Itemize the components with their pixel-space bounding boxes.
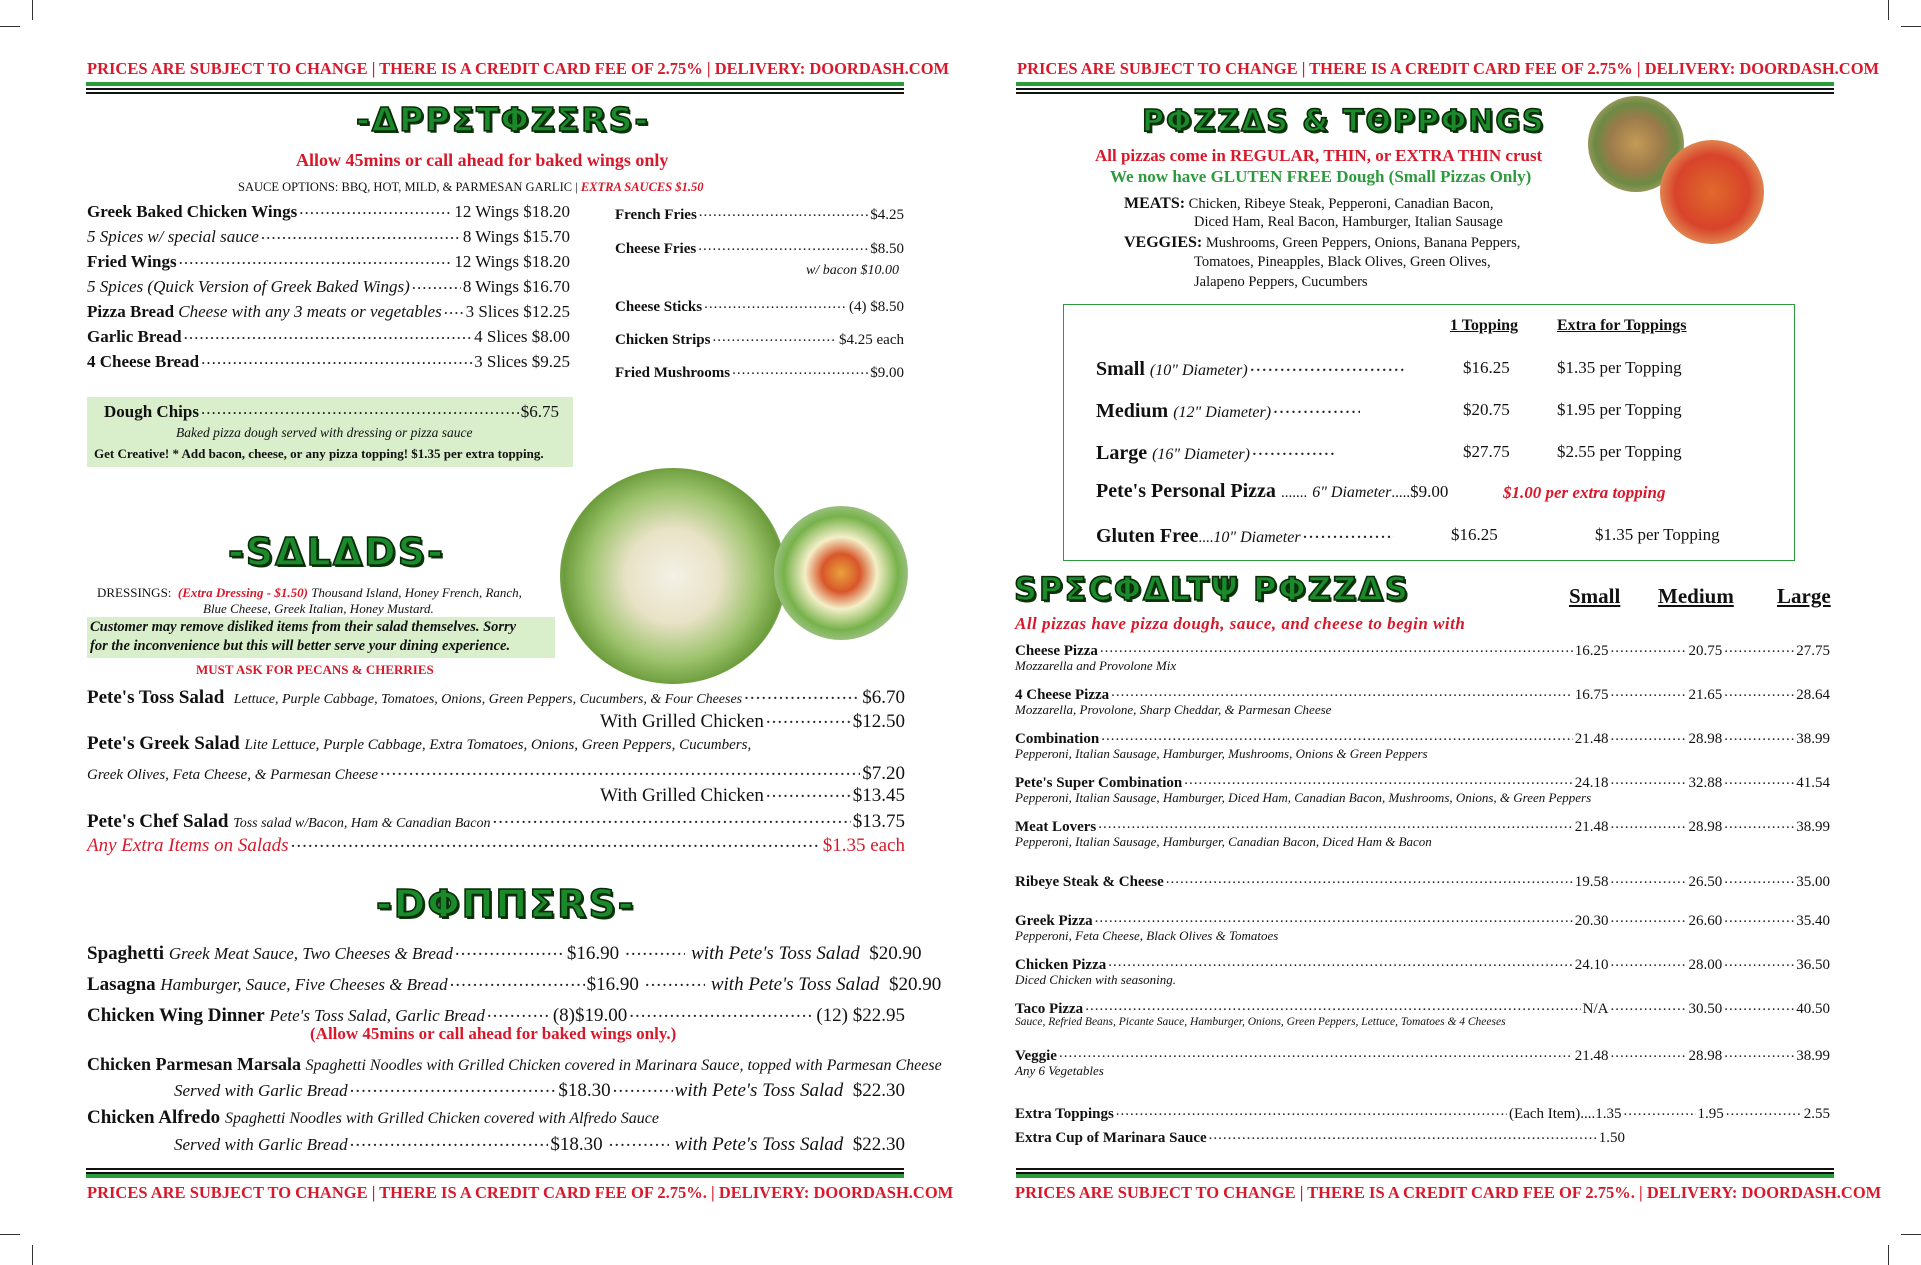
item-price: $16.90	[566, 943, 620, 964]
menu-item	[87, 350, 570, 372]
price-small: 24.10	[1574, 957, 1609, 973]
item-desc: 5 Spices (Quick Version of Greek Baked Wings)	[87, 277, 410, 296]
menu-item	[87, 684, 905, 709]
item-price: 4 Slices $8.00	[474, 327, 570, 346]
price-large: 27.75	[1796, 643, 1830, 659]
size-diam: 6" Diameter	[1312, 484, 1392, 501]
veggies-list-2: Tomatoes, Pineapples, Black Olives, Green Olives,	[1194, 254, 1491, 270]
item-name: Taco Pizza	[1015, 1001, 1084, 1017]
item-price: (4) $8.50	[849, 299, 904, 315]
specialty-item-desc: Pepperoni, Italian Sausage, Hamburger, Canadian Bacon, Diced Ham & Bacon	[1015, 834, 1432, 849]
menu-item	[615, 362, 904, 382]
size-name: Gluten Free	[1096, 525, 1199, 547]
dough-chips-desc: Baked pizza dough served with dressing or pizza sauce	[176, 425, 473, 440]
col-header-medium: Medium	[1658, 584, 1734, 608]
price-medium: 30.50	[1688, 1001, 1723, 1017]
pizzas-heading: PΦZZΔS & TΘPPΦNGS	[1142, 104, 1546, 139]
extra-dressing: (Extra Dressing - $1.50)	[177, 585, 308, 600]
wing-note: (Allow 45mins or call ahead for baked wings only.)	[310, 1024, 677, 1043]
specialty-item	[1015, 954, 1830, 974]
specialty-subtitle: All pizzas have pizza dough, sauce, and cheese to begin with	[1015, 614, 1466, 633]
crop-mark	[0, 1234, 20, 1235]
size-name: Small	[1096, 358, 1145, 380]
dressings-list-2: Blue Cheese, Greek Italian, Honey Mustard.	[203, 601, 434, 616]
item-name: French Fries	[615, 207, 697, 223]
col-header-extra: Extra for Toppings	[1557, 317, 1687, 334]
price-small: 1.35	[1595, 1106, 1622, 1122]
crust-note: All pizzas come in REGULAR, THIN, or EXTRA THIN crust	[1095, 146, 1543, 165]
item-name: Dough Chips	[104, 402, 199, 421]
price-small: 20.30	[1574, 913, 1609, 929]
price-medium: 28.98	[1688, 731, 1723, 747]
customer-note: Customer may remove disliked items from their salad themselves. Sorry	[90, 619, 517, 635]
item-price: 1.50	[1598, 1130, 1625, 1146]
item-name: Pizza Bread	[87, 302, 175, 321]
crop-mark	[0, 26, 20, 27]
item-name: Chicken Pizza	[1015, 957, 1107, 973]
item-desc: Served with Garlic Bread	[174, 1135, 348, 1154]
menu-item	[600, 782, 905, 807]
price-large: 38.99	[1796, 731, 1830, 747]
pizza-size-row: Pete's Personal Pizza ....... 6" Diameter ..... $9.00	[1096, 480, 1449, 502]
specialty-item-desc: Pepperoni, Feta Cheese, Black Olives & Tomatoes	[1015, 928, 1279, 943]
dinners-heading: -DΦΠΠΣRS-	[376, 882, 636, 926]
item-name: With Grilled Chicken	[600, 785, 764, 806]
extra-toppings-row: Extra Toppings ..... (Each Item) .... 1.35 ..... 1.95 ..... 2.55	[1015, 1103, 1830, 1123]
size-diam: (16" Diameter)	[1152, 446, 1250, 463]
sauce-options	[238, 180, 703, 195]
price-medium: 21.65	[1688, 687, 1723, 703]
item-name: Spaghetti	[87, 943, 165, 964]
size-name: Large	[1096, 442, 1148, 464]
dough-chips-creative: Get Creative! * Add bacon, cheese, or any pizza topping! $1.35 per extra topping.	[94, 446, 544, 461]
menu-item	[87, 733, 905, 755]
item-name: Chicken Alfredo	[87, 1107, 221, 1128]
size-price: $16.25	[1451, 525, 1498, 544]
item-name: Cheese Fries	[615, 241, 697, 257]
item-name: Extra Cup of Marinara Sauce	[1015, 1130, 1207, 1146]
personal-extra: $1.00 per extra topping	[1503, 483, 1666, 502]
item-name: Meat Lovers	[1015, 819, 1097, 835]
item-price: $22.30	[852, 1080, 905, 1101]
specialty-item-desc: Diced Chicken with seasoning.	[1015, 972, 1177, 987]
specialty-item	[1015, 1045, 1830, 1065]
item-desc: Hamburger, Sauce, Five Cheeses & Bread	[160, 975, 448, 994]
item-desc: Served with Garlic Bread	[174, 1081, 348, 1100]
price-large: 35.00	[1796, 874, 1830, 890]
price-small: 16.25	[1574, 643, 1609, 659]
size-name: Medium	[1096, 400, 1169, 422]
meats-list: Chicken, Ribeye Steak, Pepperoni, Canadian Bacon,	[1188, 196, 1494, 212]
price-small: 24.18	[1574, 775, 1609, 791]
menu-item	[615, 329, 904, 349]
item-price: $4.25 each	[839, 332, 904, 348]
pizza-size-row	[1096, 439, 1336, 465]
price-large: 38.99	[1796, 819, 1830, 835]
item-name: Ribeye Steak & Cheese	[1015, 874, 1164, 890]
specialty-item	[1015, 728, 1830, 748]
item-with: with Pete's Toss Salad	[691, 943, 860, 964]
price-large: 40.50	[1796, 1001, 1830, 1017]
item-desc: Lite Lettuce, Purple Cabbage, Extra Tomatoes, Onions, Green Peppers, Cucumbers,	[244, 737, 752, 753]
price-small: 21.48	[1574, 731, 1609, 747]
notice-top-left: PRICES ARE SUBJECT TO CHANGE | THERE IS A CREDIT CARD FEE OF 2.75% | DELIVERY: DOORDASH.COM	[87, 59, 950, 78]
pecans-note: MUST ASK FOR PECANS & CHERRIES	[196, 662, 434, 677]
col-header-1-topping: 1 Topping	[1450, 317, 1519, 334]
crop-mark	[1901, 1234, 1921, 1235]
dressings-line	[97, 585, 522, 601]
item-name: Fried Wings	[87, 252, 177, 271]
appetizers-heading: -ΔΡΡΣΤΦΖΣRS-	[356, 100, 651, 139]
menu-item	[87, 832, 905, 857]
item-price: $13.45	[852, 785, 905, 806]
item-price: $9.00	[870, 365, 904, 381]
item-name: Cheese Pizza	[1015, 643, 1098, 659]
notice-bottom-left: PRICES ARE SUBJECT TO CHANGE | THERE IS A CREDIT CARD FEE OF 2.75%. | DELIVERY: DOORDASH.COM	[87, 1183, 954, 1202]
item-name: Pete's Chef Salad	[87, 811, 229, 832]
item-desc: Greek Olives, Feta Cheese, & Parmesan Cheese	[87, 767, 379, 783]
dressings-list: Thousand Island, Honey French, Ranch,	[311, 585, 522, 600]
item-price: $6.75	[520, 402, 559, 421]
price-small: 21.48	[1574, 819, 1609, 835]
price-medium: 20.75	[1688, 643, 1723, 659]
item-name: Cheese Sticks	[615, 299, 703, 315]
item-price: 12 Wings $18.20	[454, 202, 570, 221]
item-price: $8.50	[870, 241, 904, 257]
item-desc: Spaghetti Noodles with Grilled Chicken covered with Alfredo Sauce	[224, 1110, 659, 1127]
item-name: 4 Cheese Pizza	[1015, 687, 1110, 703]
price-medium: 28.98	[1688, 819, 1723, 835]
price-medium: 28.00	[1688, 957, 1723, 973]
item-desc: Pete's Toss Salad, Garlic Bread	[269, 1006, 485, 1025]
veggies-list-3: Jalapeno Peppers, Cucumbers	[1194, 274, 1368, 290]
veggies-list: Mushrooms, Green Peppers, Onions, Banana Peppers,	[1205, 235, 1521, 251]
specialty-item	[1015, 910, 1830, 930]
size-price: $20.75	[1463, 400, 1510, 419]
crop-mark	[1888, 0, 1889, 20]
size-diam: (10" Diameter)	[1149, 362, 1248, 379]
item-price: 12 Wings $18.20	[454, 252, 570, 271]
specialty-item-desc: Any 6 Vegetables	[1015, 1063, 1104, 1078]
item-price: (8)$19.00	[552, 1005, 628, 1026]
menu-item	[87, 808, 905, 833]
item-name: Chicken Strips	[615, 332, 711, 348]
menu-item	[615, 238, 904, 258]
appetizers-note: Allow 45mins or call ahead for baked wings only	[296, 150, 669, 170]
salads-heading: -SΔLΔDS-	[228, 530, 445, 574]
menu-item	[615, 204, 904, 224]
item-price: $1.35 each	[822, 835, 905, 856]
item-name: Garlic Bread	[87, 327, 182, 346]
specialty-item-desc: Pepperoni, Italian Sausage, Hamburger, Diced Ham, Canadian Bacon, Mushrooms, Onions, & Green Peppers	[1015, 790, 1592, 805]
menu-item	[87, 225, 570, 247]
size-price: $16.25	[1463, 358, 1510, 377]
item-price: $6.70	[862, 687, 905, 708]
salad-photo	[560, 468, 786, 684]
specialty-item	[1015, 871, 1830, 891]
price-medium: 26.50	[1688, 874, 1723, 890]
pizza-size-row: Gluten Free .... 10" Diameter .....	[1096, 522, 1396, 548]
menu-item	[87, 250, 570, 272]
menu-item	[87, 1107, 905, 1129]
menu-item	[87, 971, 942, 996]
price-medium: 26.60	[1688, 913, 1723, 929]
gluten-note: We now have GLUTEN FREE Dough (Small Pizzas Only)	[1110, 167, 1532, 186]
item-price: 8 Wings $15.70	[462, 227, 570, 246]
menu-item	[104, 400, 559, 422]
price-small: N/A	[1582, 1001, 1609, 1017]
meats-label: MEATS:	[1124, 195, 1186, 212]
price-small: 16.75	[1574, 687, 1609, 703]
menu-item	[87, 275, 570, 297]
menu-item	[87, 940, 922, 965]
crop-mark	[1901, 26, 1921, 27]
price-large: 35.40	[1796, 913, 1830, 929]
extra-sauces: EXTRA SAUCES $1.50	[580, 180, 704, 194]
item-name: Greek Baked Chicken Wings	[87, 202, 298, 221]
item-name: Pete's Greek Salad	[87, 733, 240, 754]
item-desc: Toss salad w/Bacon, Ham & Canadian Bacon	[233, 816, 491, 831]
menu-item	[615, 296, 904, 316]
price-large: 36.50	[1796, 957, 1830, 973]
specialty-item-desc: Mozzarella, Provolone, Sharp Cheddar, & Parmesan Cheese	[1015, 702, 1332, 717]
specialty-item	[1015, 772, 1830, 792]
crop-mark	[32, 1245, 33, 1265]
size-price: $27.75	[1463, 442, 1510, 461]
specialty-item	[1015, 816, 1830, 836]
veggies-line	[1124, 234, 1520, 252]
item-name: 4 Cheese Bread	[87, 352, 200, 371]
size-price: $9.00	[1410, 482, 1449, 501]
col-header-small: Small	[1569, 584, 1621, 608]
size-extra: $2.55 per Topping	[1557, 442, 1682, 461]
item-price: $18.30	[558, 1080, 611, 1101]
item-price: 3 Slices $12.25	[465, 302, 570, 321]
item-price: 8 Wings $16.70	[462, 277, 570, 296]
item-price: $13.75	[852, 811, 905, 832]
dressings-label: DRESSINGS:	[97, 585, 172, 600]
menu-item	[87, 200, 570, 222]
specialty-item-desc: Pepperoni, Italian Sausage, Hamburger, Mushrooms, Onions & Green Peppers	[1015, 746, 1428, 761]
size-diam: 10" Diameter	[1213, 529, 1301, 546]
specialty-heading: SPΣCΦΔLTΨ PΦZZΔS	[1014, 570, 1410, 608]
item-name: Greek Pizza	[1015, 913, 1093, 929]
item-with: with Pete's Toss Salad	[674, 1134, 844, 1155]
notice-top-right: PRICES ARE SUBJECT TO CHANGE | THERE IS A CREDIT CARD FEE OF 2.75% | DELIVERY: DOORDASH.COM	[1017, 59, 1880, 78]
item-price: $18.30	[550, 1134, 603, 1155]
item-desc: 5 Spices w/ special sauce	[87, 227, 259, 246]
price-medium: 28.98	[1688, 1048, 1723, 1064]
notice-bottom-right: PRICES ARE SUBJECT TO CHANGE | THERE IS A CREDIT CARD FEE OF 2.75%. | DELIVERY: DOORDASH.COM	[1015, 1183, 1882, 1202]
customer-note: for the inconvenience but this will better serve your dining experience.	[90, 638, 511, 654]
size-diam: (12" Diameter)	[1173, 404, 1272, 421]
specialty-item	[1015, 998, 1830, 1018]
item-desc: Lettuce, Purple Cabbage, Tomatoes, Onions, Green Peppers, Cucumbers, & Four Cheeses	[233, 692, 743, 707]
bacon-note: w/ bacon $10.00	[806, 263, 899, 278]
price-large: 28.64	[1796, 687, 1830, 703]
menu-item	[87, 325, 570, 347]
item-name: Pete's Toss Salad	[87, 687, 225, 708]
item-with: with Pete's Toss Salad	[710, 974, 880, 995]
price-large: 2.55	[1803, 1106, 1830, 1122]
specialty-item	[1015, 684, 1830, 704]
menu-item	[87, 1054, 942, 1075]
item-name: Veggie	[1015, 1048, 1057, 1064]
item-name: Lasagna	[87, 974, 156, 995]
item-desc: Cheese with any 3 meats or vegetables	[178, 302, 442, 321]
menu-item	[600, 708, 905, 733]
salad-side-photo	[774, 506, 908, 640]
item-price: (12) $22.95	[816, 1005, 905, 1026]
pizza-size-row	[1096, 397, 1362, 423]
crop-mark	[1888, 1245, 1889, 1265]
item-each: (Each Item)	[1509, 1106, 1581, 1122]
marinara-row	[1015, 1127, 1625, 1147]
pizza-size-row	[1096, 355, 1406, 381]
item-name: Combination	[1015, 731, 1100, 747]
item-name: Extra Toppings	[1015, 1106, 1114, 1122]
item-name: Chicken Wing Dinner	[87, 1005, 265, 1026]
item-name: With Grilled Chicken	[600, 711, 764, 732]
size-extra: $1.95 per Topping	[1557, 400, 1682, 419]
specialty-item	[1015, 640, 1830, 660]
item-name: Any Extra Items on Salads	[87, 835, 289, 856]
item-price: $16.90	[586, 974, 639, 995]
size-extra: $1.35 per Topping	[1595, 525, 1720, 544]
item-desc: Greek Meat Sauce, Two Cheeses & Bread	[168, 944, 453, 963]
crop-mark	[32, 0, 33, 20]
price-medium: 1.95	[1697, 1106, 1724, 1122]
item-price: $20.90	[888, 974, 942, 995]
item-with: with Pete's Toss Salad	[674, 1080, 844, 1101]
menu-item	[87, 300, 570, 322]
col-header-large: Large	[1777, 584, 1831, 608]
meats-list-2: Diced Ham, Real Bacon, Hamburger, Italian Sausage	[1194, 214, 1503, 230]
sauce-options-text: SAUCE OPTIONS: BBQ, HOT, MILD, & PARMESAN GARLIC |	[238, 180, 578, 194]
price-small: 19.58	[1574, 874, 1609, 890]
menu-item	[174, 1131, 905, 1156]
item-price: $4.25	[870, 207, 904, 223]
item-price: 3 Slices $9.25	[474, 352, 570, 371]
veggies-label: VEGGIES:	[1124, 234, 1203, 251]
item-price: $22.30	[852, 1134, 905, 1155]
item-price: $7.20	[862, 763, 905, 784]
size-name: Pete's Personal Pizza	[1096, 480, 1276, 502]
item-price: $20.90	[869, 943, 922, 964]
price-large: 38.99	[1796, 1048, 1830, 1064]
price-medium: 32.88	[1688, 775, 1723, 791]
specialty-item-desc: Sauce, Refried Beans, Picante Sauce, Hamburger, Onions, Green Peppers, Lettuce, Tomatoes & 4 Cheeses	[1015, 1016, 1506, 1028]
item-name: Fried Mushrooms	[615, 365, 731, 381]
meats-line	[1124, 195, 1494, 213]
specialty-item-desc: Mozzarella and Provolone Mix	[1015, 658, 1177, 673]
size-extra: $1.35 per Topping	[1557, 358, 1682, 377]
price-small: 21.48	[1574, 1048, 1609, 1064]
item-name: Pete's Super Combination	[1015, 775, 1183, 791]
item-price: $12.50	[852, 711, 905, 732]
item-name: Chicken Parmesan Marsala	[87, 1054, 301, 1074]
item-desc: Spaghetti Noodles with Grilled Chicken covered in Marinara Sauce, topped with Parmesan Cheese	[305, 1057, 942, 1074]
menu-item	[174, 1077, 905, 1102]
pizza-photo	[1660, 140, 1764, 244]
price-large: 41.54	[1796, 775, 1830, 791]
